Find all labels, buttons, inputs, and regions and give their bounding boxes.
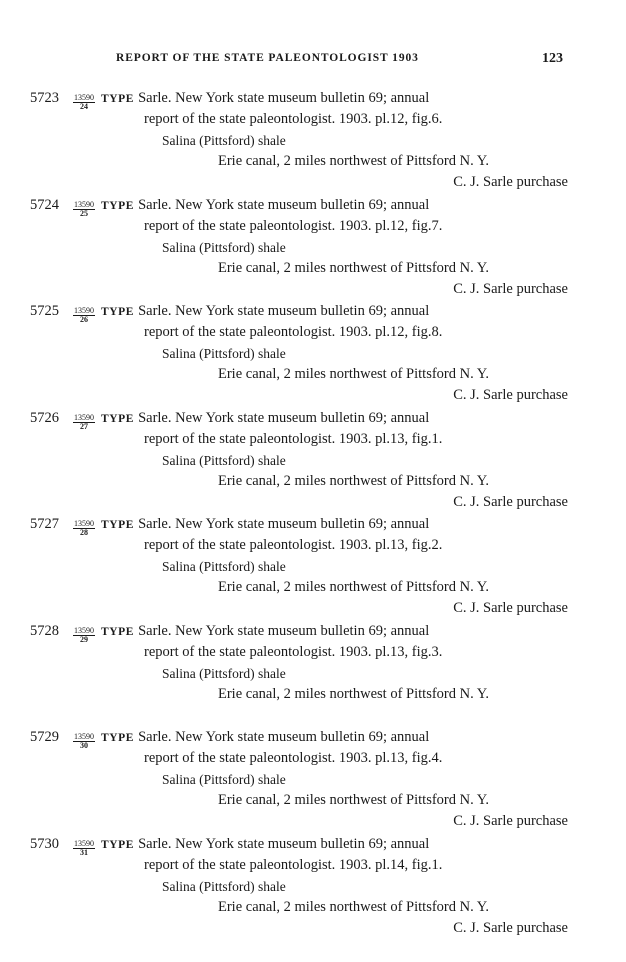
fraction-denominator: 24 [80,102,88,111]
catalog-entry [0,88,626,195]
locality: Erie canal, 2 miles northwest of Pittsford N. Y. [218,259,490,276]
catalog-entry [0,834,626,941]
collector: C. J. Sarle purchase [453,174,568,190]
locality: Erie canal, 2 miles northwest of Pittsford N. Y. [218,685,490,702]
citation-text: Sarle. New York state museum bulletin 69; annual [138,516,430,532]
locality: Erie canal, 2 miles northwest of Pittsford N. Y. [218,792,490,808]
fraction-numerator: 13590 [74,625,94,635]
type-label: TYPE [101,199,135,212]
formation: Salina (Pittsford) shale [162,239,286,255]
fraction-denominator: 29 [80,634,88,644]
citation-text: Sarle. New York state museum bulletin 69; annual [138,303,430,319]
fraction-denominator: 27 [80,421,88,431]
specimen-fraction [73,840,95,857]
entry-number: 5729 [30,729,59,745]
entry-line-1 [30,408,429,429]
collector: C. J. Sarle purchase [453,387,568,403]
entry-line-1 [30,621,429,642]
fraction-denominator: 30 [80,741,88,750]
entry-line-1 [30,88,429,109]
collector: C. J. Sarle purchase [453,919,568,936]
fraction-denominator: 25 [80,208,88,218]
type-label: TYPE [101,412,135,425]
citation-continuation: report of the state paleontologist. 1903. pl.12, fig.6. [144,111,443,127]
fraction-denominator: 26 [80,315,88,324]
fraction-numerator: 13590 [74,732,94,741]
page-header [0,52,626,72]
catalog-entries [0,88,626,940]
collector: C. J. Sarle purchase [453,600,568,616]
catalog-entry [0,408,626,515]
running-title: REPORT OF THE STATE PALEONTOLOGIST 1903 [116,52,419,64]
citation-continuation: report of the state paleontologist. 1903. pl.13, fig.2. [144,537,443,553]
specimen-fraction [73,414,95,431]
entry-number: 5723 [30,90,59,106]
specimen-fraction [73,94,95,111]
specimen-fraction [73,733,95,750]
entry-number: 5724 [30,196,59,213]
entry-number: 5727 [30,516,59,532]
fraction-numerator: 13590 [74,199,94,209]
entry-line-1 [30,301,429,322]
locality: Erie canal, 2 miles northwest of Pittsford N. Y. [218,153,490,169]
collector: C. J. Sarle purchase [453,813,568,829]
type-label: TYPE [101,306,135,318]
fraction-denominator: 28 [80,528,88,537]
entry-line-1 [30,195,429,216]
citation-continuation: report of the state paleontologist. 1903. pl.12, fig.7. [144,217,443,234]
citation-text: Sarle. New York state museum bulletin 69; annual [138,90,430,106]
citation-continuation: report of the state paleontologist. 1903. pl.13, fig.1. [144,430,443,447]
formation: Salina (Pittsford) shale [162,346,286,361]
specimen-fraction [73,201,95,218]
formation: Salina (Pittsford) shale [162,452,286,468]
citation-text: Sarle. New York state museum bulletin 69; annual [138,622,430,639]
specimen-fraction [73,307,95,324]
citation-continuation: report of the state paleontologist. 1903. pl.14, fig.1. [144,856,443,873]
citation-continuation: report of the state paleontologist. 1903. pl.13, fig.3. [144,643,443,660]
fraction-numerator: 13590 [74,93,94,102]
fraction-denominator: 31 [80,847,88,857]
fraction-numerator: 13590 [74,412,94,422]
formation: Salina (Pittsford) shale [162,559,286,574]
fraction-numerator: 13590 [74,306,94,315]
entry-line-1 [30,834,429,855]
catalog-entry [0,195,626,302]
citation-continuation: report of the state paleontologist. 1903. pl.12, fig.8. [144,324,443,340]
entry-number: 5726 [30,409,59,426]
fraction-numerator: 13590 [74,519,94,528]
citation-text: Sarle. New York state museum bulletin 69; annual [138,835,430,852]
entry-number: 5725 [30,303,59,319]
locality: Erie canal, 2 miles northwest of Pittsford N. Y. [218,898,490,915]
type-label: TYPE [101,93,135,105]
entry-line-1 [30,727,429,748]
fraction-numerator: 13590 [74,838,94,848]
collector: C. J. Sarle purchase [453,493,568,510]
collector: C. J. Sarle purchase [453,280,568,297]
formation: Salina (Pittsford) shale [162,878,286,894]
page-number: 123 [542,51,563,66]
locality: Erie canal, 2 miles northwest of Pittsford N. Y. [218,579,490,595]
locality: Erie canal, 2 miles northwest of Pittsford N. Y. [218,366,490,382]
locality: Erie canal, 2 miles northwest of Pittsford N. Y. [218,472,490,489]
formation: Salina (Pittsford) shale [162,665,286,681]
specimen-fraction [73,627,95,644]
type-label: TYPE [101,519,135,531]
citation-text: Sarle. New York state museum bulletin 69; annual [138,196,430,213]
citation-text: Sarle. New York state museum bulletin 69; annual [138,729,430,745]
entry-number: 5730 [30,835,59,852]
entry-number: 5728 [30,622,59,639]
catalog-entry [0,301,626,408]
catalog-entry [0,727,626,834]
citation-text: Sarle. New York state museum bulletin 69; annual [138,409,430,426]
entry-line-1 [30,514,429,535]
type-label: TYPE [101,732,135,744]
type-label: TYPE [101,625,135,638]
type-label: TYPE [101,838,135,851]
formation: Salina (Pittsford) shale [162,772,286,787]
formation: Salina (Pittsford) shale [162,133,286,148]
specimen-fraction [73,520,95,537]
catalog-entry [0,621,626,728]
citation-continuation: report of the state paleontologist. 1903. pl.13, fig.4. [144,750,443,766]
catalog-entry [0,514,626,621]
